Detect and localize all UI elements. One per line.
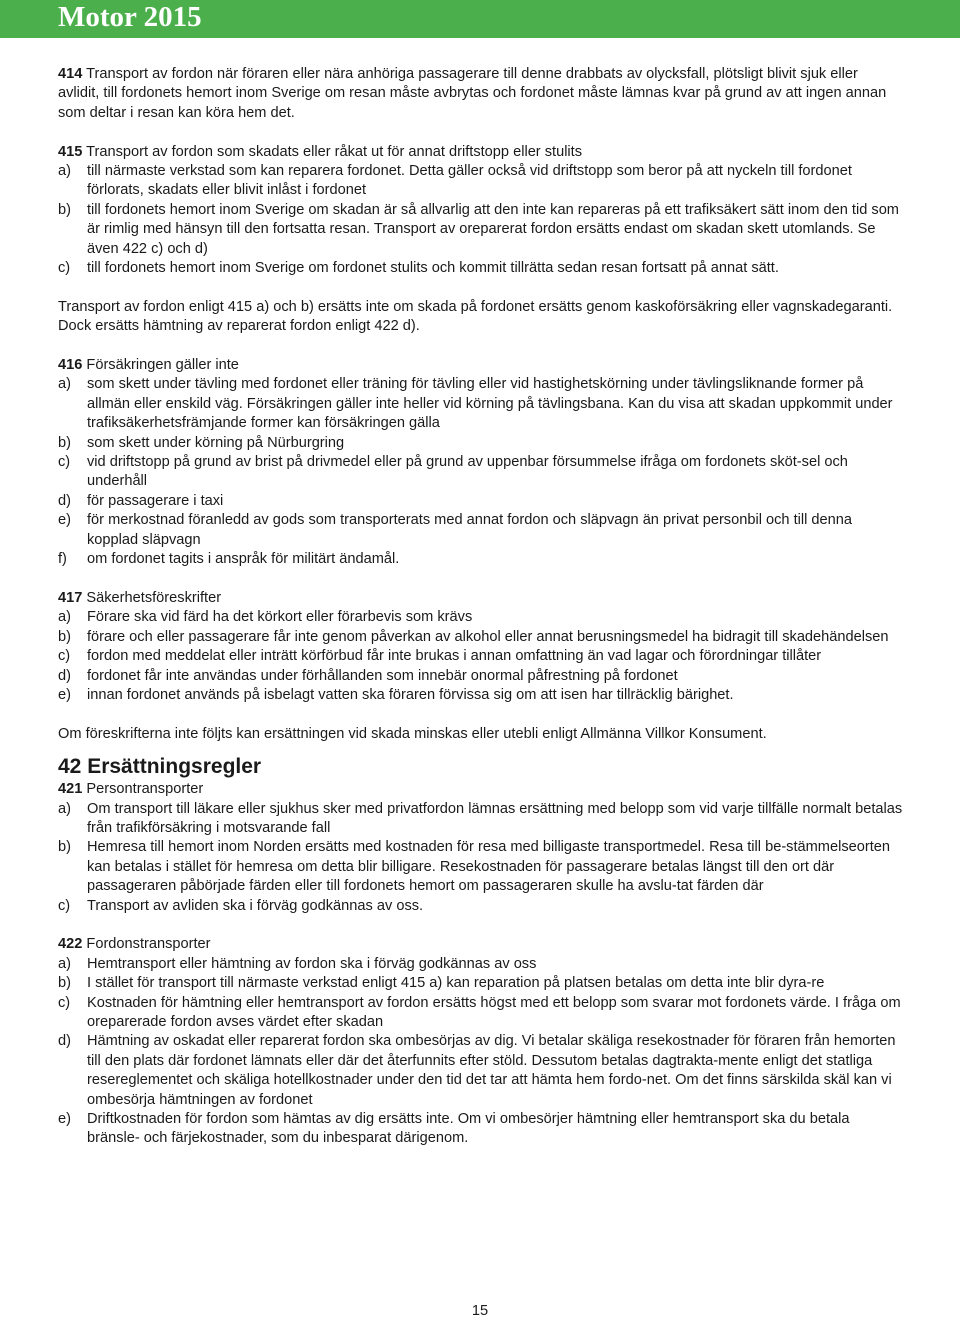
- list-item: [58, 897, 903, 916]
- list-item: [58, 550, 903, 569]
- item-label: a): [58, 163, 71, 180]
- list-item: [58, 511, 903, 550]
- section-415: [58, 143, 903, 279]
- list-item: [58, 608, 903, 627]
- page-number: 15: [471, 1303, 489, 1319]
- list-item: [58, 1110, 903, 1149]
- list-item: [58, 201, 903, 259]
- item-text: Om transport till läkare eller sjukhus sker med privatfordon lämnas ersättning med belopp som vid varje tillfälle normalt betalas från trafikförsäkring i motsvarande fall: [87, 800, 903, 836]
- item-text: fordonet får inte användas under förhållanden som innebär onormal påfrestning på fordonet: [87, 667, 678, 684]
- item-text: som skett under körning på Nürburgring: [87, 434, 345, 451]
- list-item: [58, 453, 903, 492]
- item-label: d): [58, 667, 71, 684]
- item-label: c): [58, 454, 71, 471]
- section-number: 415: [58, 143, 83, 160]
- list-item: [58, 375, 903, 433]
- section-number: 414: [58, 66, 83, 82]
- section-number: 422: [58, 936, 83, 953]
- section-422: [58, 935, 903, 1148]
- section-text: Transport av fordon när föraren eller nära anhöriga passagerare till denne drabbats av olycksfall, plötsligt blivit sjuk eller avlidit, till fordonets hemort inom Sverige om resan måste avbrytas och fordonet måste lämnas kvar på grund av att ingen annan som deltar i resan kan köra hem det.: [58, 66, 887, 121]
- item-text: Transport av avliden ska i förväg godkännas av oss.: [87, 897, 424, 914]
- section-421: [58, 780, 903, 916]
- list-item: [58, 162, 903, 201]
- item-text: för merkostnad föranledd av gods som transporterats med annat fordon och släpvagn än privat personbil och till denna kopplad släpvagn: [87, 512, 852, 548]
- item-label: f): [58, 551, 67, 568]
- item-text: Kostnaden för hämtning eller hemtransport av fordon ersätts högst med ett belopp som svarar mot fordonets värde. I fråga om oreparerade fordon avses värdet efter skadan: [87, 994, 901, 1030]
- section-414: [58, 65, 903, 123]
- list-item: [58, 434, 903, 453]
- item-text: till fordonets hemort inom Sverige om skadan är så allvarlig att den inte kan repareras på ett trafiksäkert sätt inom den tid som är rimlig med hänsyn till den fortsatta resan. Transport av oreparerat fordon ersätts endast om skadan skett utomlands. Se även 422 c) och d): [87, 201, 899, 257]
- item-text: Hämtning av oskadat eller reparerat fordon ska ombesörjas av dig. Vi betalar skäliga resekostnader för föraren från hemorten till den plats där fordonet lämnats eller där det återfunnits efter stöld. Dessutom betalas dagtrakta-mente enligt det statliga resereglementet och skäliga hotellkostnader under den tid det tar att hämta hem fordo-net. Om det finns särskilda skäl kan vi ombesörja hämtningen av fordonet: [87, 1033, 896, 1108]
- section-title: [58, 356, 903, 375]
- item-label: d): [58, 1033, 71, 1050]
- section-title-text: Försäkringen gäller inte: [82, 357, 239, 374]
- note-paragraph: Om föreskrifterna inte följts kan ersättningen vid skada minskas eller utebli enligt Allmänna Villkor Konsument.: [58, 725, 767, 742]
- section-title: [58, 589, 903, 608]
- item-label: e): [58, 512, 71, 529]
- list-item: [58, 974, 903, 993]
- list-item: [58, 259, 903, 278]
- header-banner: [0, 0, 960, 38]
- item-text: I stället för transport till närmaste verkstad enligt 415 a) kan reparation på platsen betalas om detta inte blir dyra-re: [87, 975, 825, 992]
- item-text: Hemtransport eller hämtning av fordon ska i förväg godkännas av oss: [87, 955, 537, 972]
- section-number: 417: [58, 589, 83, 606]
- item-label: b): [58, 434, 71, 451]
- item-text: vid driftstopp på grund av brist på drivmedel eller på grund av uppenbar försummelse ifråga om fordonets sköt-sel och underhåll: [87, 454, 848, 490]
- section-number: 416: [58, 357, 83, 374]
- note-paragraph: Transport av fordon enligt 415 a) och b) ersätts inte om skada på fordonet ersätts genom kaskoförsäkring eller vagnskadegaranti. Dock ersätts hämtning av reparerat fordon enligt 422 d).: [58, 298, 893, 335]
- list-item: [58, 800, 903, 839]
- section-title-text: Säkerhetsföreskrifter: [82, 589, 222, 606]
- item-label: b): [58, 975, 71, 992]
- item-label: c): [58, 648, 71, 665]
- item-label: c): [58, 260, 71, 277]
- item-label: c): [58, 897, 71, 914]
- section-416: [58, 356, 903, 569]
- section-title-text: Transport av fordon som skadats eller råkat ut för annat driftstopp eller stulits: [82, 143, 583, 160]
- item-label: b): [58, 839, 71, 856]
- chapter-heading: 42 Ersättningsregler: [58, 755, 262, 779]
- list-item: [58, 1032, 903, 1110]
- item-text: Hemresa till hemort inom Norden ersätts med kostnaden för resa med billigaste transportmedel. Resa till be-stämmelseorten kan betalas i stället för hemresa om detta blir billigare. Resekostnaden för passagerare betalas längst till den ort där passageraren påbörjade färden eller till fordonets hemort om passageraren skulle ha avslu-tat färden där: [87, 839, 890, 895]
- item-text: Förare ska vid färd ha det körkort eller förarbevis som krävs: [87, 609, 473, 626]
- item-text: förare och eller passagerare får inte genom påverkan av alkohol eller annat berusningsmedel ha bidragit till skadehändelsen: [87, 628, 889, 645]
- section-title-text: Persontransporter: [82, 781, 204, 798]
- item-text: fordon med meddelat eller inträtt körförbud får inte brukas i annan omfattning än vad lagar och förordningar tillåter: [87, 648, 822, 665]
- item-text: som skett under tävling med fordonet eller träning för tävling eller vid hastighetskörning under tävlingsliknande former på allmän eller enskild väg. Försäkringen gäller inte heller vid körning på tävlingsbana. Kan du visa att skadan uppkommit under trafiksäkerhetsfrämjande former kan försäkringen gälla: [87, 376, 893, 432]
- paragraph: [58, 65, 903, 123]
- item-label: e): [58, 1111, 71, 1128]
- item-label: b): [58, 201, 71, 218]
- item-label: a): [58, 609, 71, 626]
- list-item: [58, 492, 903, 511]
- list-item: [58, 955, 903, 974]
- list-item: [58, 994, 903, 1033]
- item-text: till närmaste verkstad som kan reparera fordonet. Detta gäller också vid driftstopp som beror på att nyckeln till fordonet förlorats, skadats eller blivit inlåst i fordonet: [87, 163, 852, 199]
- list-item: [58, 667, 903, 686]
- section-417: [58, 589, 903, 705]
- item-label: d): [58, 492, 71, 509]
- document-title: Motor 2015: [58, 1, 202, 33]
- item-text: innan fordonet används på isbelagt vatten ska föraren förvissa sig om att isen har tillräcklig bärighet.: [87, 686, 734, 703]
- item-label: e): [58, 686, 71, 703]
- item-text: för passagerare i taxi: [87, 492, 224, 509]
- section-415-note: [58, 298, 903, 337]
- section-417-note: [58, 725, 903, 744]
- list-item: [58, 838, 903, 896]
- item-text: om fordonet tagits i anspråk för militärt ändamål.: [87, 551, 400, 568]
- item-text: till fordonets hemort inom Sverige om fordonet stulits och kommit tillrätta sedan resan fortsatt på annat sätt.: [87, 260, 779, 277]
- item-label: c): [58, 994, 71, 1011]
- list-item: [58, 647, 903, 666]
- section-number: 421: [58, 781, 83, 798]
- section-title-text: Fordonstransporter: [82, 936, 211, 953]
- section-title: [58, 780, 903, 799]
- list-item: [58, 686, 903, 705]
- item-label: a): [58, 800, 71, 817]
- item-label: b): [58, 628, 71, 645]
- item-label: a): [58, 955, 71, 972]
- section-title: [58, 143, 903, 162]
- item-label: a): [58, 376, 71, 393]
- section-title: [58, 935, 903, 954]
- document-body: [58, 65, 903, 1149]
- item-text: Driftkostnaden för fordon som hämtas av dig ersätts inte. Om vi ombesörjer hämtning eller hemtransport ska du betala bränsle- och färjekostnader, som du inbesparat därigenom.: [87, 1111, 850, 1147]
- list-item: [58, 628, 903, 647]
